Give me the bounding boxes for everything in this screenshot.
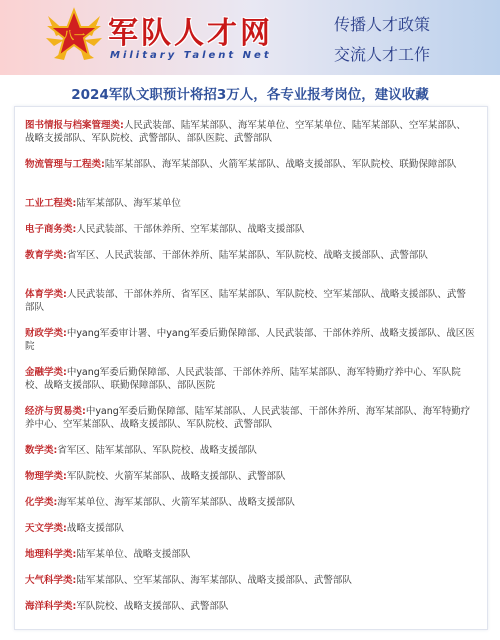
category-units: 人民武装部、干部休养所、空军某部队、战略支援部队 (76, 224, 305, 235)
category-units: 省军区、陆军某部队、军队院校、战略支援部队 (57, 445, 257, 456)
list-item (25, 574, 475, 587)
army-star-logo-icon (44, 6, 104, 66)
site-logo-subtitle: Military Talent Net (110, 50, 272, 61)
category-units: 军队院校、战略支援部队、武警部队 (76, 601, 229, 612)
category-name: 财政学类: (25, 328, 67, 339)
category-name: 体育学类: (25, 289, 67, 300)
list-item (25, 197, 475, 210)
category-units: 陆军某单位、战略支援部队 (76, 549, 191, 560)
category-name: 教育学类: (25, 250, 67, 261)
category-units: 人民武装部、陆军某部队、海军某单位、空军某单位、陆军某部队、空军某部队、战略支援部队、军队院校、武警部队、部队医院、武警部队 (25, 120, 466, 144)
category-name: 物流管理与工程类: (25, 159, 105, 170)
page-headline: 2024军队文职预计将招3万人，各专业报考岗位，建议收藏 (71, 87, 429, 103)
list-item (25, 366, 475, 392)
list-item (25, 522, 475, 535)
category-name: 大气科学类: (25, 575, 77, 586)
category-units: 海军某单位、海军某部队、火箭军某部队、战略支援部队 (57, 497, 295, 508)
category-units: 中yang军委审计署、中yang军委后勤保障部、人民武装部、干部休养所、战略支援部队、战区医院 (25, 328, 475, 352)
list-item (25, 158, 475, 171)
site-header (0, 0, 500, 75)
list-item (25, 327, 475, 353)
category-units: 人民武装部、干部休养所、省军区、陆军某部队、军队院校、空军某部队、战略支援部队、武警部队 (25, 289, 466, 313)
category-name: 化学类: (25, 497, 58, 508)
category-name: 天文学类: (25, 523, 67, 534)
category-name: 物理学类: (25, 471, 67, 482)
list-item (25, 119, 475, 145)
list-item (25, 288, 475, 314)
category-name: 电子商务类: (25, 224, 77, 235)
category-units: 军队院校、火箭军某部队、战略支援部队、武警部队 (66, 471, 286, 482)
category-name: 图书情报与档案管理类: (25, 120, 124, 131)
list-item (25, 249, 475, 262)
list-item (25, 600, 475, 613)
svg-text:八一: 八一 (63, 29, 85, 42)
category-units: 战略支援部队 (66, 523, 124, 534)
category-name: 工业工程类: (25, 198, 77, 209)
category-units: 中yang军委后勤保障部、人民武装部、干部休养所、陆军某部队、海军特勤疗养中心、军队院校、战略支援部队、联勤保障部队、部队医院 (25, 367, 461, 391)
category-units: 省军区、人民武装部、干部休养所、陆军某部队、军队院校、战略支援部队、武警部队 (66, 250, 428, 261)
category-name: 地理科学类: (25, 549, 77, 560)
category-units: 陆军某部队、海军某单位 (76, 198, 181, 209)
category-name: 金融学类: (25, 367, 67, 378)
category-units: 中yang军委后勤保障部、陆军某部队、人民武装部、干部休养所、海军某部队、海军特勤疗养中心、空军某部队、战略支援部队、军队院校、武警部队 (25, 406, 471, 430)
list-item (25, 548, 475, 561)
slogan-policy: 传播人才政策 (333, 15, 430, 34)
slogan-exchange: 交流人才工作 (333, 45, 430, 64)
list-item (25, 444, 475, 457)
list-item (25, 496, 475, 509)
category-units: 陆军某部队、空军某部队、海军某部队、战略支援部队、武警部队 (76, 575, 352, 586)
list-item (25, 470, 475, 483)
category-name: 经济与贸易类: (25, 406, 86, 417)
category-units: 陆军某部队、海军某部队、火箭军某部队、战略支援部队、军队院校、联勤保障部队 (104, 159, 457, 170)
list-item (25, 405, 475, 431)
category-list-card (14, 106, 488, 630)
site-logo-title: 军队人才网 (108, 16, 273, 51)
list-item (25, 223, 475, 236)
category-name: 数学类: (25, 445, 58, 456)
category-name: 海洋科学类: (25, 601, 77, 612)
